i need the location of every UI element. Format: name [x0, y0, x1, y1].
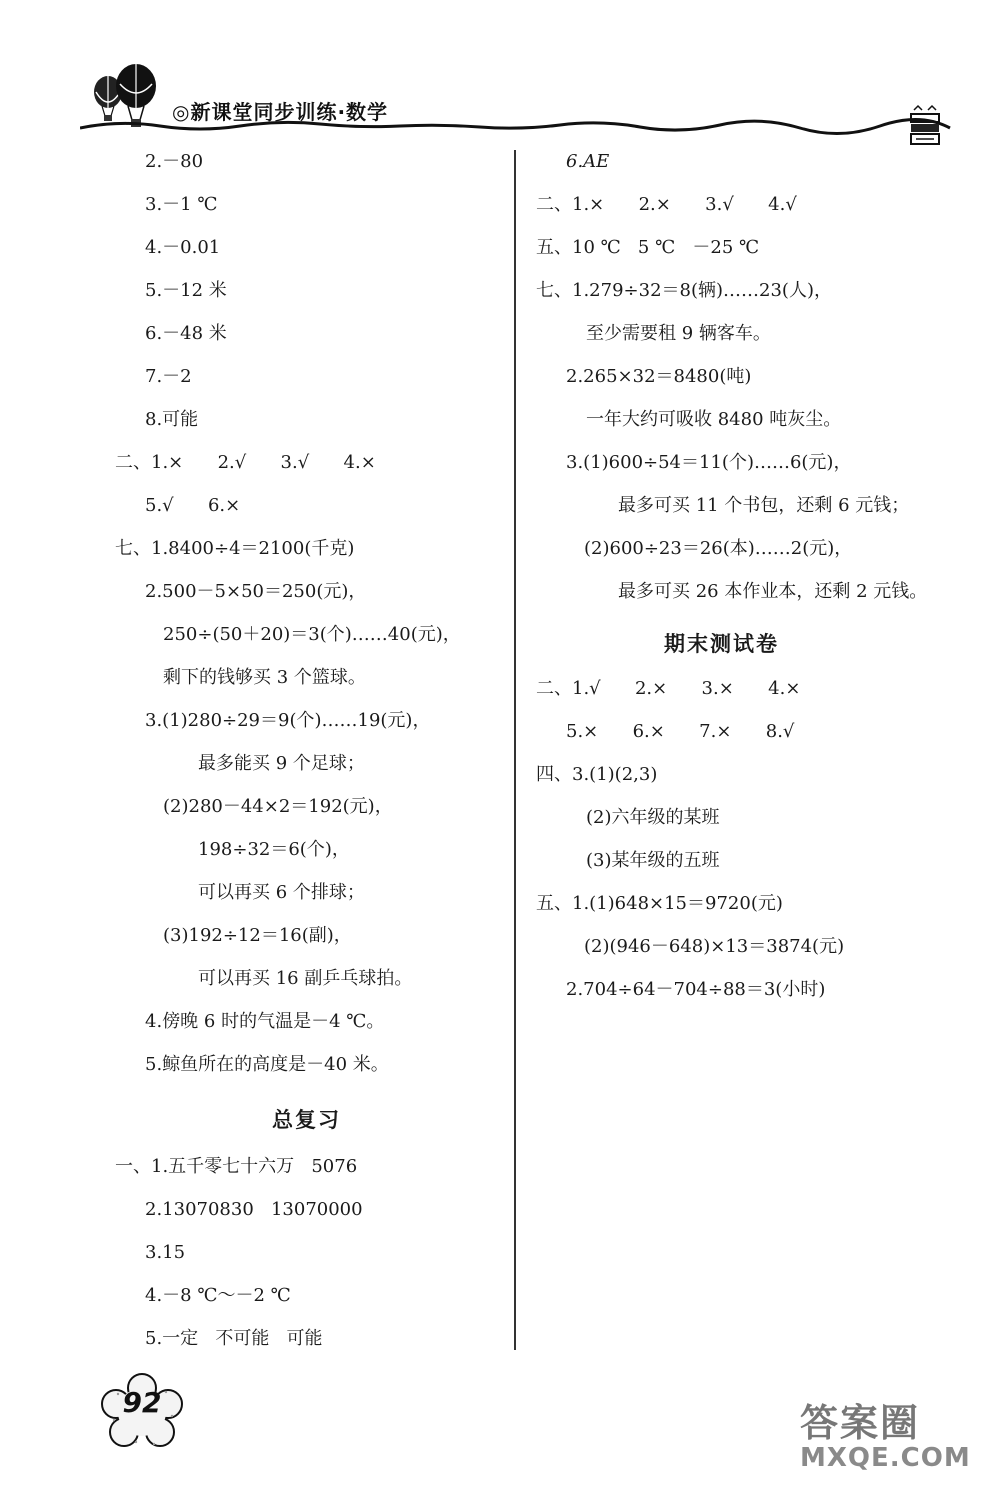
answer-line: 5.－12 米 — [145, 280, 227, 301]
answer-line: (2)280－44×2＝192(元)， — [163, 796, 393, 817]
answer-line: 四、3.(1)(2,3) — [536, 764, 658, 785]
answer-line: 2.265×32＝8480(吨) — [566, 366, 752, 387]
answer-line: 6.AE — [566, 151, 610, 172]
answer-line: 二、1.× 2.× 3.√ 4.√ — [536, 194, 797, 215]
answer-line: 最多能买 9 个足球； — [198, 753, 365, 774]
answer-line: 最多可买 11 个书包，还剩 6 元钱； — [618, 495, 910, 516]
answer-line: 二、1.× 2.√ 3.√ 4.× — [115, 452, 376, 473]
answer-line: 3.－1 ℃ — [145, 194, 218, 215]
answer-line: 一年大约可吸收 8480 吨灰尘。 — [586, 409, 842, 430]
answer-line: 二、1.√ 2.× 3.× 4.× — [536, 678, 801, 699]
watermark-url: MXQE.COM — [800, 1443, 971, 1473]
answer-line: 198÷32＝6(个)， — [198, 839, 350, 860]
answer-line: 可以再买 16 副乒乓球拍。 — [198, 968, 413, 989]
answer-line: 5.√ 6.× — [145, 495, 241, 516]
answer-line: 五、1.(1)648×15＝9720(元) — [536, 893, 783, 914]
answer-line: 4.傍晚 6 时的气温是－4 ℃。 — [145, 1011, 385, 1032]
page-number: 92 — [122, 1386, 162, 1419]
answer-line: 7.－2 — [145, 366, 192, 387]
answer-line: (2)(946－648)×13＝3874(元) — [584, 936, 845, 957]
answer-line: 五、10 ℃ 5 ℃ －25 ℃ — [536, 237, 760, 258]
answer-line: 250÷(50＋20)＝3(个)……40(元)， — [163, 624, 461, 645]
answer-line: 七、1.279÷32＝8(辆)……23(人)， — [536, 280, 832, 301]
answer-line: 5.× 6.× 7.× 8.√ — [566, 721, 795, 742]
answer-line: 2.704÷64－704÷88＝3(小时) — [566, 979, 826, 1000]
answer-line: (3)某年级的五班 — [586, 850, 720, 871]
section-title-review: 总复习 — [272, 1108, 341, 1132]
answer-line: 最多可买 26 本作业本，还剩 2 元钱。 — [618, 581, 928, 602]
header-title: ◎新课堂同步训练·数学 — [172, 100, 389, 124]
answer-line: 至少需要租 9 辆客车。 — [586, 323, 771, 344]
answer-line: 一、1.五千零七十六万 5076 — [115, 1156, 358, 1177]
watermark-logo-text: 答案圈 — [800, 1401, 921, 1445]
answer-line: 3.15 — [145, 1242, 186, 1263]
answer-line: 5.一定 不可能 可能 — [145, 1328, 323, 1349]
answer-line: 6.－48 米 — [145, 323, 227, 344]
answer-line: 5.鲸鱼所在的高度是－40 米。 — [145, 1054, 389, 1075]
answer-line: 七、1.8400÷4＝2100(千克) — [115, 538, 355, 559]
section-title-final-exam: 期末测试卷 — [664, 632, 779, 656]
answer-line: 4.－8 ℃～－2 ℃ — [145, 1285, 291, 1306]
answer-line: 8.可能 — [145, 409, 199, 430]
answer-line: 可以再买 6 个排球； — [198, 882, 365, 903]
watermark — [800, 1392, 990, 1473]
answer-line: 2.－80 — [145, 151, 204, 172]
answer-line: (3)192÷12＝16(副)， — [163, 925, 352, 946]
answer-line: 2.13070830 13070000 — [145, 1199, 363, 1220]
page-header — [0, 0, 1000, 150]
answer-line: 2.500－5×50＝250(元)， — [145, 581, 367, 602]
answer-line: 3.(1)280÷29＝9(个)……19(元)， — [145, 710, 431, 731]
answer-line: (2)六年级的某班 — [586, 807, 720, 828]
column-divider — [514, 150, 516, 1350]
answer-line: (2)600÷23＝26(本)……2(元)， — [584, 538, 853, 559]
header-wave-line — [80, 114, 960, 138]
answer-line: 剩下的钱够买 3 个篮球。 — [163, 667, 366, 688]
book-stack-icon — [908, 104, 942, 150]
answer-line: 4.－0.01 — [145, 237, 221, 258]
answer-line: 3.(1)600÷54＝11(个)……6(元)， — [566, 452, 852, 473]
